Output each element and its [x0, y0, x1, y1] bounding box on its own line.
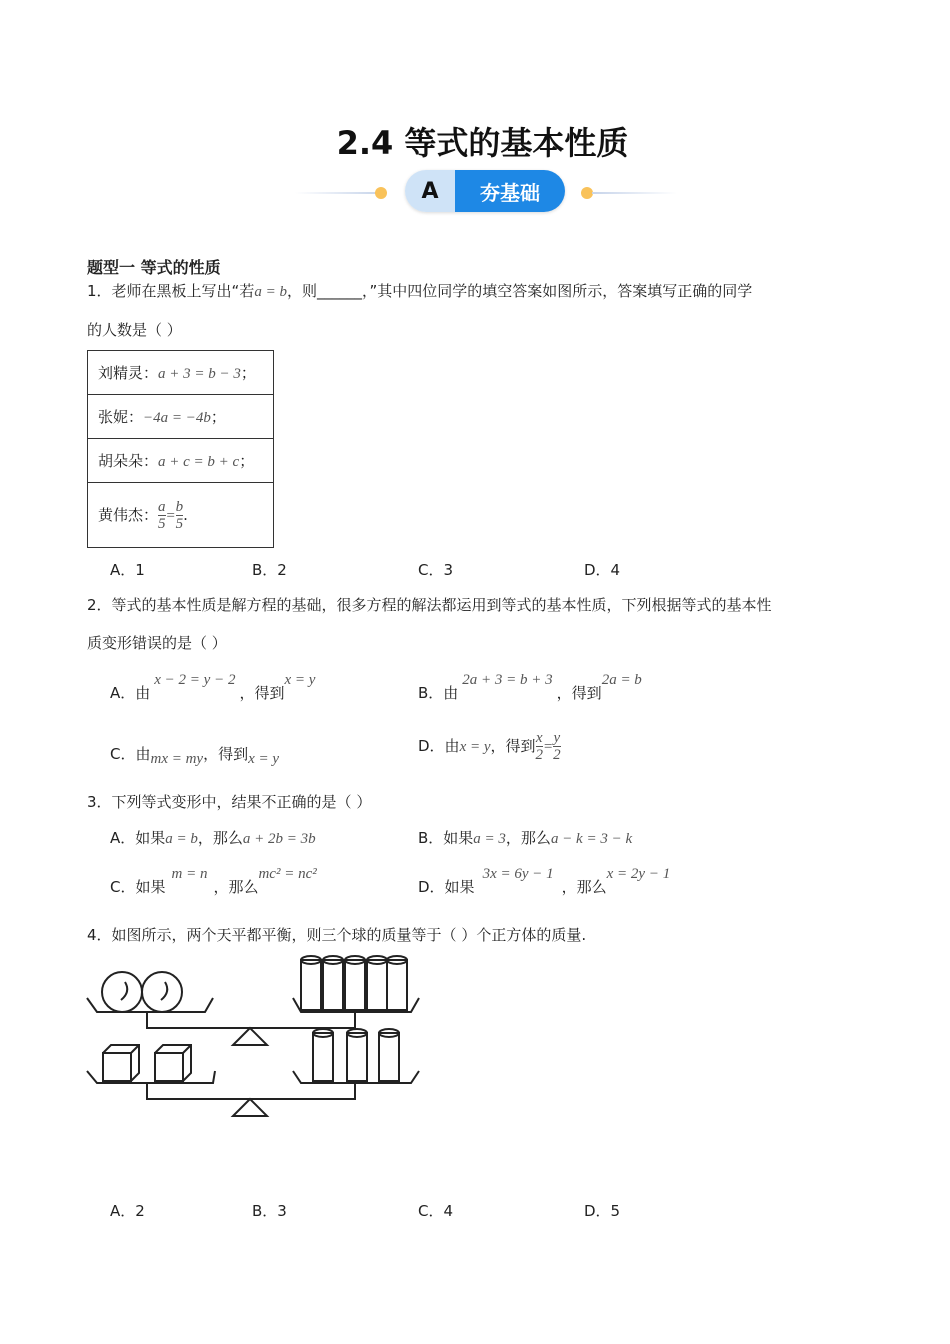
student-name: 黄伟杰： — [98, 505, 159, 524]
q1-text-c: 的人数是（ ） — [87, 321, 182, 339]
badge-text: 夯基础 — [455, 170, 565, 212]
cube-icon — [155, 1045, 191, 1081]
q2-option-b[interactable] — [418, 672, 642, 703]
numerator: x — [535, 730, 543, 746]
label: A．如果 — [110, 829, 166, 847]
label: D．由 — [418, 737, 460, 755]
numerator: b — [175, 498, 184, 515]
table-cell — [88, 395, 274, 439]
balance-figures — [85, 950, 425, 1170]
q3-option-b[interactable] — [418, 827, 632, 848]
answer-expr: a + c = b + c — [158, 454, 240, 470]
table-row — [88, 395, 274, 439]
math: 2a + 3 = b + 3 — [462, 672, 553, 688]
table-row — [88, 439, 274, 483]
q1-option-b[interactable]: B．2 — [252, 561, 287, 579]
denominator: 5 — [158, 515, 166, 532]
q4-option-c[interactable]: C．4 — [418, 1202, 454, 1220]
label: ，那么 — [505, 829, 551, 847]
label: A．由 — [110, 684, 151, 702]
balance-scale-1 — [87, 956, 419, 1045]
page-title: 2.4 等式的基本性质 — [336, 124, 629, 162]
equals: = — [165, 507, 176, 524]
table-row — [88, 483, 274, 548]
punct: ； — [239, 452, 255, 470]
fraction — [536, 730, 544, 763]
q3-option-a[interactable] — [110, 827, 316, 848]
math: x = 2y − 1 — [606, 866, 671, 882]
q2-option-a[interactable] — [110, 672, 316, 703]
ball-icon — [142, 972, 182, 1012]
q2-option-c[interactable] — [110, 743, 280, 767]
math: mx = my — [150, 751, 204, 767]
balance-scale-2 — [87, 1029, 419, 1116]
q1-text — [87, 280, 752, 301]
q1-text-a: 1．老师在黑板上写出“若 — [87, 282, 255, 300]
q2-option-d[interactable] — [418, 730, 561, 763]
q2-text-b: 质变形错误的是（ ） — [87, 634, 227, 652]
label: ，那么 — [213, 878, 259, 896]
label: B．由 — [418, 684, 459, 702]
q3-option-d[interactable] — [418, 866, 671, 897]
punct: ； — [240, 364, 256, 382]
fraction — [158, 499, 166, 532]
q3-text: 3．下列等式变形中，结果不正确的是（ ） — [87, 793, 372, 811]
student-name: 胡朵朵： — [98, 452, 159, 470]
q1-option-a[interactable]: A．1 — [110, 561, 145, 579]
cube-icon — [103, 1045, 139, 1081]
q1-text-b: ，则______，”其中四位同学的填空答案如图所示，答案填写正确的同学 — [286, 282, 753, 300]
math: x = y — [459, 739, 491, 755]
cylinders — [301, 956, 407, 1010]
level-badge — [405, 170, 565, 212]
q4-option-d[interactable]: D．5 — [584, 1202, 621, 1220]
math: m = n — [171, 866, 208, 882]
math: x = y — [248, 751, 280, 767]
math: x = y — [284, 672, 316, 688]
student-name: 张妮： — [98, 408, 144, 426]
decor-dot-left — [375, 187, 387, 199]
denominator: 5 — [175, 515, 184, 532]
denominator: 2 — [535, 747, 544, 763]
math: a = 3 — [473, 831, 506, 847]
punct: . — [183, 505, 188, 524]
math: x − 2 = y − 2 — [154, 672, 236, 688]
table-cell — [88, 351, 274, 395]
student-name: 刘精灵： — [98, 364, 159, 382]
answers-table — [87, 350, 274, 548]
q1-option-d[interactable]: D．4 — [584, 561, 621, 579]
decor-line-right — [592, 192, 677, 194]
label: ，得到 — [556, 684, 602, 702]
q3-option-c[interactable] — [110, 866, 317, 897]
label: ，那么 — [197, 829, 243, 847]
label: D．如果 — [418, 878, 475, 896]
q1-option-c[interactable]: C．3 — [418, 561, 454, 579]
badge-letter: A — [405, 170, 455, 212]
label: C．由 — [110, 745, 151, 763]
table-cell — [88, 483, 274, 548]
equals: = — [543, 739, 554, 755]
numerator: a — [158, 498, 166, 515]
math: a − k = 3 − k — [550, 831, 633, 847]
cylinders — [313, 1029, 399, 1081]
ball-icon — [102, 972, 142, 1012]
label: ，那么 — [561, 878, 607, 896]
q4-text: 4．如图所示，两个天平都平衡，则三个球的质量等于（ ）个正方体的质量. — [87, 926, 587, 944]
table-cell — [88, 439, 274, 483]
label: C．如果 — [110, 878, 166, 896]
q4-option-b[interactable]: B．3 — [252, 1202, 287, 1220]
math: mc² = nc² — [258, 866, 317, 882]
q2-text-a: 2．等式的基本性质是解方程的基础，很多方程的解法都运用到等式的基本性质，下列根据等式的基本性 — [87, 596, 772, 614]
denominator: 2 — [553, 747, 561, 763]
answer-expr: a + 3 = b − 3 — [158, 366, 241, 382]
answer-expr: −4a = −4b — [143, 410, 211, 426]
table-row — [88, 351, 274, 395]
math: a + 2b = 3b — [242, 831, 316, 847]
q4-option-a[interactable]: A．2 — [110, 1202, 145, 1220]
q1-math: a = b — [254, 284, 287, 300]
numerator: y — [553, 730, 561, 746]
punct: ； — [210, 408, 226, 426]
label: ，得到 — [239, 684, 285, 702]
fraction — [553, 730, 561, 763]
math: 3x = 6y − 1 — [482, 866, 554, 882]
label: B．如果 — [418, 829, 474, 847]
label: ，得到 — [490, 737, 536, 755]
section-heading: 题型一 等式的性质 — [87, 258, 221, 277]
math: a = b — [165, 831, 198, 847]
decor-line-left — [295, 192, 380, 194]
label: ，得到 — [203, 745, 249, 763]
math: 2a = b — [601, 672, 642, 688]
